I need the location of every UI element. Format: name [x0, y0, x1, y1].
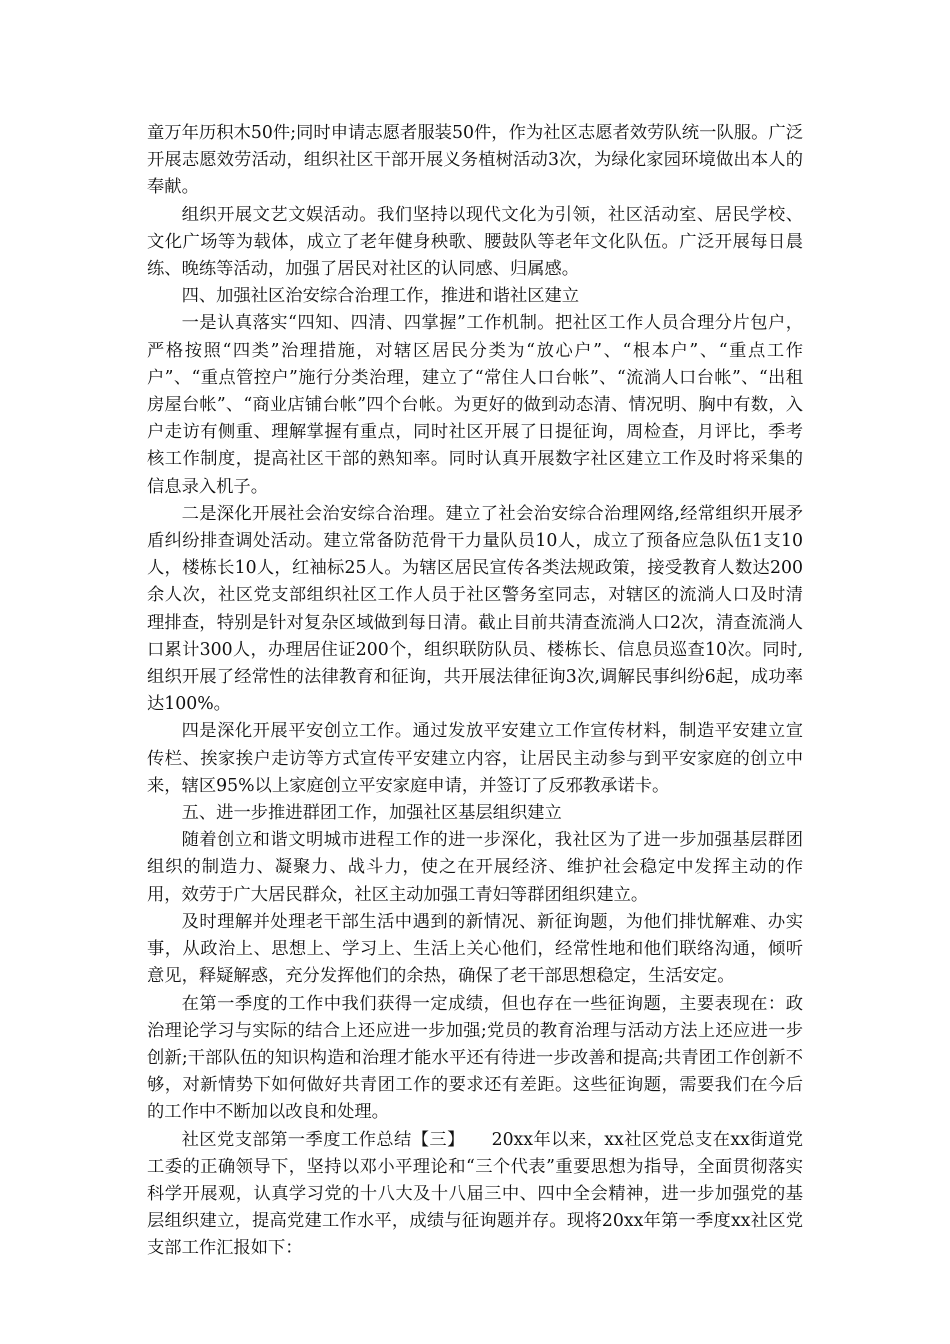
paragraph-social-security-governance: 二是深化开展社会治安综合治理。建立了社会治安综合治理网络,经常组织开展矛盾纠纷排查调处活动。建立常备防范骨干力量队员10人，成立了预备应急队伍1支10人，楼栋长10人，红袖标25人。为辖区居民宣传各类法规政策，接受教育人数达200余人次，社区党支部组织社区工作人员于社区警务室同志，对辖区的流淌人口及时清理排查，特别是针对复杂区域做到每日清。截止目前共清查流淌人口2次，清查流淌人口累计300人，办理居住证200个，组织联防队员、楼栋长、信息员巡查10次。同时,组织开展了经常性的法律教育和征询，共开展法律征询3次,调解民事纠纷6起，成功率达100%。	[147, 503, 803, 715]
paragraph-four-know-mechanism: 一是认真落实“四知、四清、四掌握”工作机制。把社区工作人员合理分片包户，严格按照“四类”治理措施，对辖区居民分类为“放心户”、“根本户”、“重点工作户”、“重点管控户”施行分类治理，建立了“常住人口台帐”、“流淌人口台帐”、“出租房屋台帐”、“商业店铺台帐”四个台帐。为更好的做到动态清、情况明、胸中有数，入户走访有侧重、理解掌握有重点，同时社区开展了日提征询，周检查，月评比，季考核工作制度，提高社区干部的熟知率。同时认真开展数字社区建立工作及时将采集的信息录入机子。	[147, 313, 803, 497]
paragraph-volunteer-service: 童万年历积木50件;同时申请志愿者服装50件，作为社区志愿者效劳队统一队服。广泛开展志愿效劳活动，组织社区干部开展义务植树活动3次，为绿化家园环境做出本人的奉献。	[147, 123, 803, 198]
section-heading-public-security: 四、加强社区治安综合治理工作，推进和谐社区建立	[181, 286, 580, 307]
paragraph-grassroots-organizations: 随着创立和谐文明城市进程工作的进一步深化，我社区为了进一步加强基层群团组织的制造力、凝聚力、战斗力，使之在开展经济、维护社会稳定中发挥主动的作用，效劳于广大居民群众，社区主动加强工青妇等群团组织建立。	[147, 830, 803, 905]
section-heading-mass-organizations: 五、进一步推进群团工作，加强社区基层组织建立	[181, 803, 562, 824]
document-body	[147, 120, 803, 1263]
paragraph-cultural-activities: 组织开展文艺文娱活动。我们坚持以现代文化为引领，社区活动室、居民学校、文化广场等为载体，成立了老年健身秧歌、腰鼓队等老年文化队伍。广泛开展每日晨练、晚练等活动，加强了居民对社区的认同感、归属感。	[147, 204, 803, 280]
paragraph-problems: 在第一季度的工作中我们获得一定成绩，但也存在一些征询题，主要表现在：政治理论学习与实际的结合上还应进一步加强;党员的教育治理与活动方法上还应进一步创新;干部队伍的知识构造和治理才能水平还有待进一步改善和提高;共青团工作创新不够，对新情势下如何做好共青团工作的要求还有差距。这些征询题，需要我们在今后的工作中不断加以改良和处理。	[147, 993, 803, 1123]
paragraph-safety-creation: 四是深化开展平安创立工作。通过发放平安建立工作宣传材料，制造平安建立宣传栏、挨家挨户走访等方式宣传平安建立内容，让居民主动参与到平安家庭的创立中来，辖区95%以上家庭创立平安家庭申请，并签订了反邪教承诺卡。	[147, 721, 803, 796]
paragraph-summary-three: 社区党支部第一季度工作总结【三】 20xx年以来，xx社区党总支在xx街道党工委的正确领导下，坚持以邓小平理论和“三个代表”重要思想为指导，全面贯彻落实科学开展观，认真学习党的十八大及十八届三中、四中全会精神，进一步加强党的基层组织建立，提高党建工作水平，成绩与征询题并存。现将20xx年第一季度xx社区党支部工作汇报如下：	[147, 1129, 803, 1259]
paragraph-veteran-cadres: 及时理解并处理老干部生活中遇到的新情况、新征询题，为他们排忧解难、办实事，从政治上、思想上、学习上、生活上关心他们，经常性地和他们联络沟通，倾听意见，释疑解惑，充分发挥他们的余热，确保了老干部思想稳定，生活安定。	[147, 911, 803, 987]
